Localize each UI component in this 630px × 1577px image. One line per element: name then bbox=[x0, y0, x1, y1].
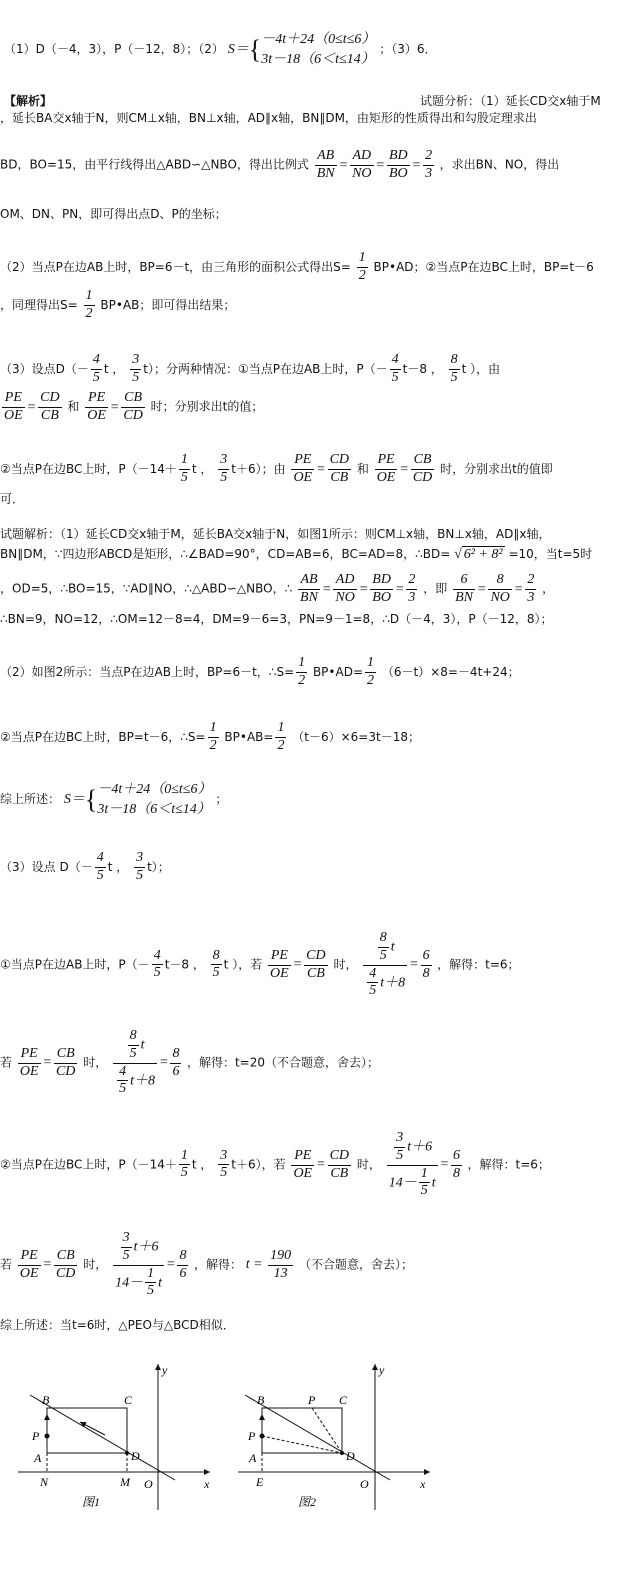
solution-s5: （2）如图2所示：当点P在边AB上时，BP=6－t，∴S= $\frac{1}{2}$ BP•AD= $\frac{1}{2}$ （6－t）×8=－4t+24； bbox=[0, 655, 520, 688]
solution-s12: 若 $\frac{PE}{OE}$ = $\frac{CB}{CD}$ 时， $\frac{3}{5}$ t＋6 14－ $\frac{1}{5}$ t = $\frac{8}{6}$ ，解得： t = $\frac{190}{13}$ （不合题意，舍去）； bbox=[0, 1230, 413, 1299]
svg-text:D: D bbox=[131, 1449, 140, 1463]
solution-s3: ，OD=5，∴BO=15，∵AD∥NO，∴△ABD∽△NBO，∴ $\frac{AB}{BN}$ = $\frac{AD}{NO}$ = $\frac{BD}{BO}$ = $\frac{2}{3}$ ，即 $\frac{6}{BN}$ = $\frac{8}{NO}$ = $\frac{2}{3}$ ， bbox=[0, 572, 555, 605]
figure-2 bbox=[230, 1360, 440, 1540]
svg-text:x: x bbox=[204, 1477, 210, 1491]
analysis-l9: ②当点P在边BC上时，P（－14＋ $\frac{1}{5}$ t ， $\frac{3}{5}$ t＋6）；由 $\frac{PE}{OE}$ = $\frac{CD}{CB}$ 和 $\frac{PE}{OE}$ = $\frac{CB}{CD}$ 时，分别求出t的值即 bbox=[0, 452, 553, 486]
analysis-l4: OM、DN、PN，即可得出点D、P的坐标； bbox=[0, 207, 227, 221]
analysis-header: 【解析】 bbox=[4, 94, 53, 108]
svg-text:C: C bbox=[124, 1393, 133, 1407]
svg-text:N: N bbox=[40, 1475, 49, 1489]
analysis-l5: （2）当点P在边AB上时，BP=6－t，由三角形的面积公式得出S= $\frac{1}{2}$ BP•AD；②当点P在边BC上时，BP=t－6 bbox=[0, 250, 594, 283]
analysis-l2: ，延长BA交x轴于N，则CM⊥x轴，BN⊥x轴，AD∥x轴，BN∥DM，由矩形的性质得出和勾股定理求出 bbox=[0, 111, 537, 125]
svg-text:O: O bbox=[360, 1477, 369, 1491]
point-d bbox=[125, 1451, 129, 1455]
answer-line bbox=[4, 30, 437, 69]
analysis-l7: （3）设点D（－ $\frac{4}{5}$ t ， $\frac{3}{5}$ t）；分两种情况：①当点P在边AB上时，P（－ $\frac{4}{5}$ t－8 ， $\frac{8}{5}$ t ），由 bbox=[0, 352, 501, 385]
figure-2-caption: 图2 bbox=[298, 1495, 317, 1509]
point-p bbox=[45, 1434, 50, 1439]
svg-text:O: O bbox=[144, 1477, 153, 1491]
svg-text:A: A bbox=[34, 1451, 42, 1465]
piece-1: －4t＋24（0≤t≤6） bbox=[261, 32, 376, 47]
answer-part3: ；（3）6． bbox=[379, 42, 437, 57]
solution-s8: （3）设点 D（－ $\frac{4}{5}$ t ， $\frac{3}{5}$ t）； bbox=[0, 850, 170, 883]
svg-text:P: P bbox=[248, 1429, 256, 1443]
svg-text:C: C bbox=[339, 1393, 348, 1407]
analysis-l6: ，同理得出S= $\frac{1}{2}$ BP•AB；即可得出结果； bbox=[0, 288, 236, 321]
solution-s4: ∴BN=9，NO=12，∴OM=12－8=4，DM=9－6=3，PN=9－1=8，∴D（－4，3），P（－12，8）； bbox=[0, 612, 553, 626]
analysis-l3: BD，BO=15，由平行线得出△ABD∽△NBO，得出比例式 $\frac{AB}{BN}$ = $\frac{AD}{NO}$ = $\frac{BD}{BO}$ = $\frac{2}{3}$ ，求出BN、NO，得出 bbox=[0, 148, 560, 181]
solution-s2: BN∥DM，∵四边形ABCD是矩形，∴∠BAD=90°，CD=AB=6，BC=AD=8，∴BD= √ 6² + 8² =10，当t=5时 bbox=[0, 547, 593, 562]
answer-part1: （1）D（－4，3），P（－12，8）；（2） bbox=[4, 42, 224, 57]
analysis-l10: 可． bbox=[0, 492, 25, 506]
svg-text:B: B bbox=[257, 1393, 265, 1407]
figure-1-caption: 图1 bbox=[82, 1495, 101, 1509]
analysis-l8: $\frac{PE}{OE}$ = $\frac{CD}{CB}$ 和 $\frac{PE}{OE}$ = $\frac{CB}{CD}$ 时；分别求出t的值； bbox=[4, 390, 264, 423]
analysis-intro: 试题分析：（1）延长CD交x轴于M bbox=[420, 94, 601, 108]
solution-s11: ②当点P在边BC上时，P（－14＋ $\frac{1}{5}$ t ， $\frac{3}{5}$ t＋6），若 $\frac{PE}{OE}$ = $\frac{CD}{CB}$ 时， $\frac{3}{5}$ t＋6 14－ $\frac{1}{5}$ t = $\frac{6}{8}$ ，解得：t=6； bbox=[0, 1130, 550, 1199]
s-symbol: S＝ bbox=[227, 41, 249, 57]
svg-text:y: y bbox=[162, 1363, 168, 1377]
solution-s7: 综上所述： S＝{ －4t＋24（0≤t≤6） 3t－18（6＜t≤14） ； bbox=[0, 782, 228, 817]
svg-text:B: B bbox=[42, 1393, 50, 1407]
solution-s10: 若 $\frac{PE}{OE}$ = $\frac{CB}{CD}$ 时， $\frac{8}{5}$ t $\frac{4}{5}$ t＋8 = $\frac{8}{6}$ ，解得：t=20（不合题意，舍去）； bbox=[0, 1028, 379, 1097]
piecewise-function: S＝{ －4t＋24（0≤t≤6） 3t－18（6＜t≤14） bbox=[228, 30, 376, 69]
svg-text:E: E bbox=[256, 1475, 264, 1489]
svg-text:P: P bbox=[32, 1429, 40, 1443]
solution-s6: ②当点P在边BC上时，BP=t－6，∴S= $\frac{1}{2}$ BP•AB= $\frac{1}{2}$ （t－6）×6=3t－18； bbox=[0, 720, 420, 753]
svg-text:A: A bbox=[249, 1451, 257, 1465]
piece-2: 3t－18（6＜t≤14） bbox=[261, 51, 375, 67]
rectangle-abcd bbox=[47, 1408, 127, 1453]
solution-s9: ①当点P在边AB上时，P（－ $\frac{4}{5}$ t－8 ， $\frac{8}{5}$ t ），若 $\frac{PE}{OE}$ = $\frac{CD}{CB}$ 时， $\frac{8}{5}$ t $\frac{4}{5}$ t＋8 = $\frac{6}{8}$ ，解得：t=6； bbox=[0, 930, 520, 999]
svg-text:M: M bbox=[120, 1475, 130, 1489]
svg-text:D: D bbox=[346, 1449, 355, 1463]
solution-s1: 试题解析：（1）延长CD交x轴于M，延长BA交x轴于N，如图1所示：则CM⊥x轴，BN⊥x轴，AD∥x轴， bbox=[0, 527, 551, 541]
svg-text:y: y bbox=[379, 1363, 385, 1377]
solution-s13: 综上所述：当t=6时，△PEO与△BCD相似． bbox=[0, 1318, 235, 1332]
svg-text:x: x bbox=[420, 1477, 426, 1491]
figure-1 bbox=[10, 1360, 220, 1540]
svg-text:P: P bbox=[308, 1393, 316, 1407]
